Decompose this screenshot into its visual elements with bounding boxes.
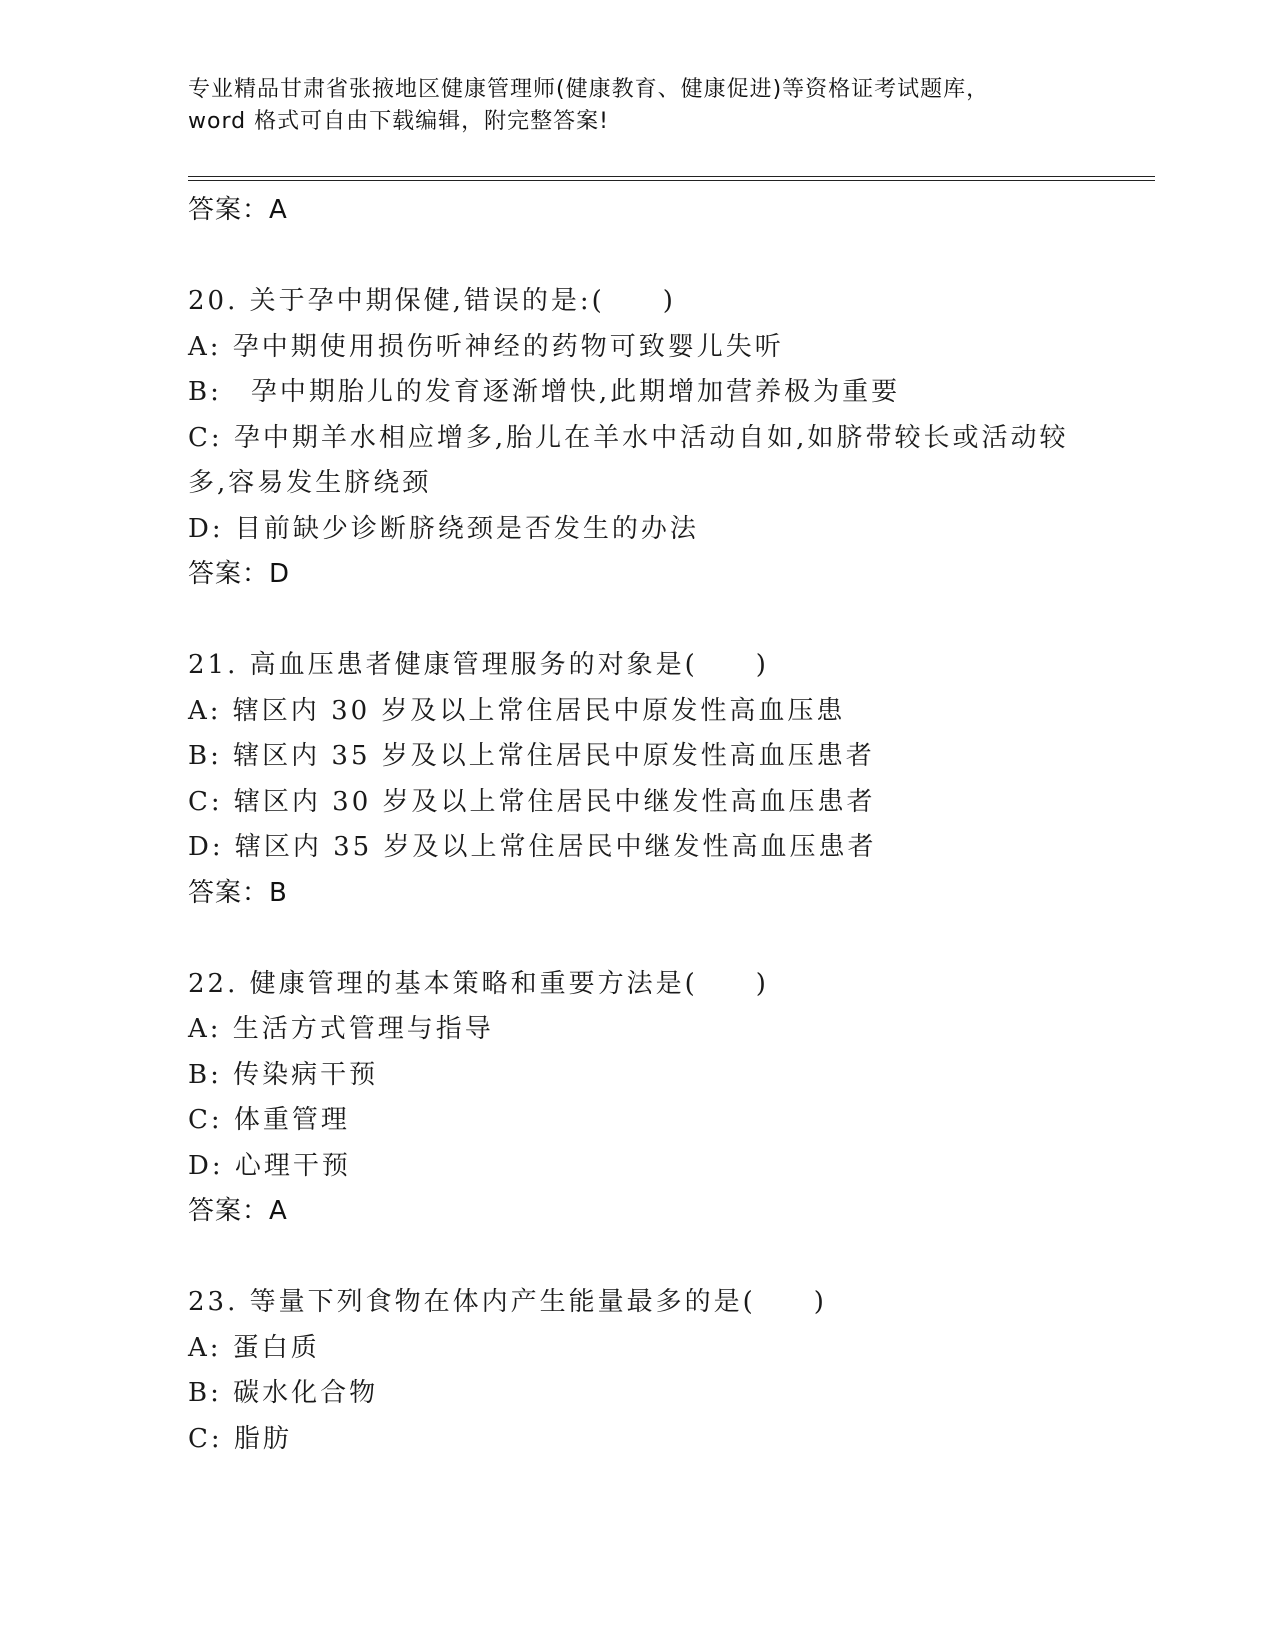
option-b: B: 碳水化合物 [188, 1378, 379, 1408]
option-d: D: 辖区内 35 岁及以上常住居民中继发性高血压患者 [188, 832, 877, 862]
question-block [188, 643, 1088, 916]
question-block [188, 962, 1088, 1235]
spacer [188, 598, 1088, 644]
document-header [188, 74, 1088, 138]
option-b: B: 孕中期胎儿的发育逐渐增快,此期增加营养极为重要 [188, 377, 901, 407]
answer-line: 答案：B [188, 877, 288, 908]
question-stem: 20. 关于孕中期保健,错误的是:( ) [188, 286, 676, 316]
option-c: C: 孕中期羊水相应增多,胎儿在羊水中活动自如,如脐带较长或活动较 [188, 422, 1069, 453]
option-d: D: 目前缺少诊断脐绕颈是否发生的办法 [188, 513, 699, 544]
option-b: B: 传染病干预 [188, 1059, 379, 1090]
option-c-continued: 多,容易发生脐绕颈 [188, 468, 432, 498]
option-a: A: 孕中期使用损伤听神经的药物可致婴儿失听 [188, 331, 784, 362]
header-title-line-1: 专业精品甘肃省张掖地区健康管理师(健康教育、健康促进)等资格证考试题库， [188, 77, 990, 102]
answer-line: 答案：A [188, 195, 288, 225]
spacer [188, 1235, 1088, 1281]
question-stem: 22. 健康管理的基本策略和重要方法是( ) [188, 968, 769, 999]
question-list [188, 188, 1088, 1462]
answer-line: 答案：D [188, 559, 291, 589]
question-block [188, 279, 1088, 598]
option-c: C: 脂肪 [188, 1423, 292, 1454]
question-stem: 23. 等量下列食物在体内产生能量最多的是( ) [188, 1287, 827, 1317]
header-divider [188, 176, 1155, 181]
option-a: A: 生活方式管理与指导 [188, 1014, 494, 1044]
spacer [188, 916, 1088, 962]
question-stem: 21. 高血压患者健康管理服务的对象是( ) [188, 650, 769, 680]
spacer [188, 234, 1088, 280]
option-d: D: 心理干预 [188, 1150, 351, 1181]
option-c: C: 辖区内 30 岁及以上常住居民中继发性高血压患者 [188, 786, 876, 817]
answer-line: 答案：A [188, 1196, 288, 1226]
option-a: A: 辖区内 30 岁及以上常住居民中原发性高血压患 [188, 695, 846, 726]
question-block [188, 1280, 1088, 1462]
option-c: C: 体重管理 [188, 1105, 350, 1135]
header-title-line-2: word 格式可自由下载编辑，附完整答案! [188, 109, 609, 134]
option-b: B: 辖区内 35 岁及以上常住居民中原发性高血压患者 [188, 741, 875, 771]
option-a: A: 蛋白质 [188, 1332, 320, 1363]
